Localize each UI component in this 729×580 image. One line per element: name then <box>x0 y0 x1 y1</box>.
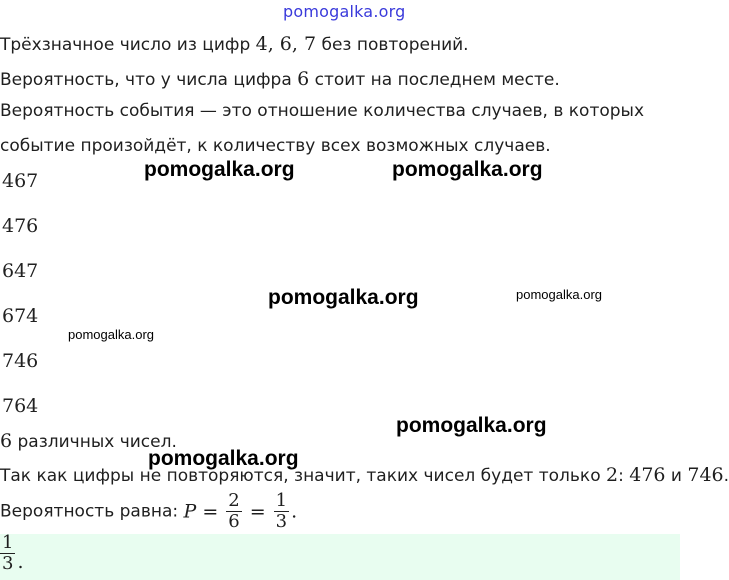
number-item: 764 <box>2 395 39 417</box>
explain-colon: : <box>618 466 630 486</box>
explain-and: и <box>665 466 688 486</box>
fraction-two-sixths <box>226 492 241 531</box>
equals-sign: = <box>249 500 266 523</box>
fraction-numerator: 2 <box>228 490 240 511</box>
number-item: 476 <box>2 215 39 237</box>
answer-fraction-one-third <box>0 534 15 573</box>
answer-box <box>0 534 680 580</box>
fraction-denominator: 3 <box>275 511 288 532</box>
watermark: pomogalka.org <box>144 158 295 181</box>
watermark: pomogalka.org <box>148 447 299 470</box>
count-text: различных чисел. <box>12 432 177 452</box>
digit-six-math: 6 <box>297 68 310 90</box>
probability-var: P <box>183 500 197 523</box>
question-text <box>0 68 560 90</box>
question-after: стоит на последнем месте. <box>309 70 560 90</box>
explain-text: Так как цифры не повторяются, значит, таких чисел будет только <box>0 466 606 486</box>
fraction-one-third <box>274 492 289 531</box>
watermark-top: pomogalka.org <box>283 2 406 21</box>
probability-period: . <box>291 500 298 523</box>
fraction-numerator: 1 <box>275 490 288 511</box>
digits-math: 4, 6, 7 <box>255 33 317 55</box>
equals-sign: = <box>202 500 219 523</box>
answer-fraction <box>0 534 24 573</box>
watermark: pomogalka.org <box>392 158 543 181</box>
question-before: Вероятность, что у числа цифра <box>0 70 298 90</box>
watermark: pomogalka.org <box>68 327 154 342</box>
number-item: 746 <box>2 350 39 372</box>
answer-period: . <box>17 551 24 573</box>
answer-denominator: 3 <box>2 553 14 574</box>
number-item: 647 <box>2 260 39 282</box>
explain-period: . <box>723 466 729 486</box>
explain-math-476: 476 <box>629 464 666 486</box>
statement-text: Трёхзначное число из цифр <box>0 35 256 55</box>
explain-math-746: 746 <box>687 464 724 486</box>
definition-line-2: событие произойдёт, к количеству всех возможных случаев. <box>0 136 551 156</box>
explain-math-two: 2 <box>606 464 619 486</box>
watermark: pomogalka.org <box>516 287 602 302</box>
count-math: 6 <box>0 430 13 452</box>
watermark: pomogalka.org <box>268 286 419 309</box>
problem-statement <box>0 33 469 55</box>
watermark: pomogalka.org <box>396 414 547 437</box>
definition-line-1: Вероятность события — это отношение количества случаев, в которых <box>0 101 645 121</box>
explanation-line <box>0 464 729 486</box>
number-item: 467 <box>2 170 39 192</box>
number-item: 674 <box>2 305 39 327</box>
fraction-denominator: 6 <box>228 511 240 532</box>
probability-line <box>0 492 297 531</box>
statement-text-end: без повторений. <box>316 35 469 55</box>
probability-label: Вероятность равна: <box>0 501 184 522</box>
answer-numerator: 1 <box>2 532 14 553</box>
